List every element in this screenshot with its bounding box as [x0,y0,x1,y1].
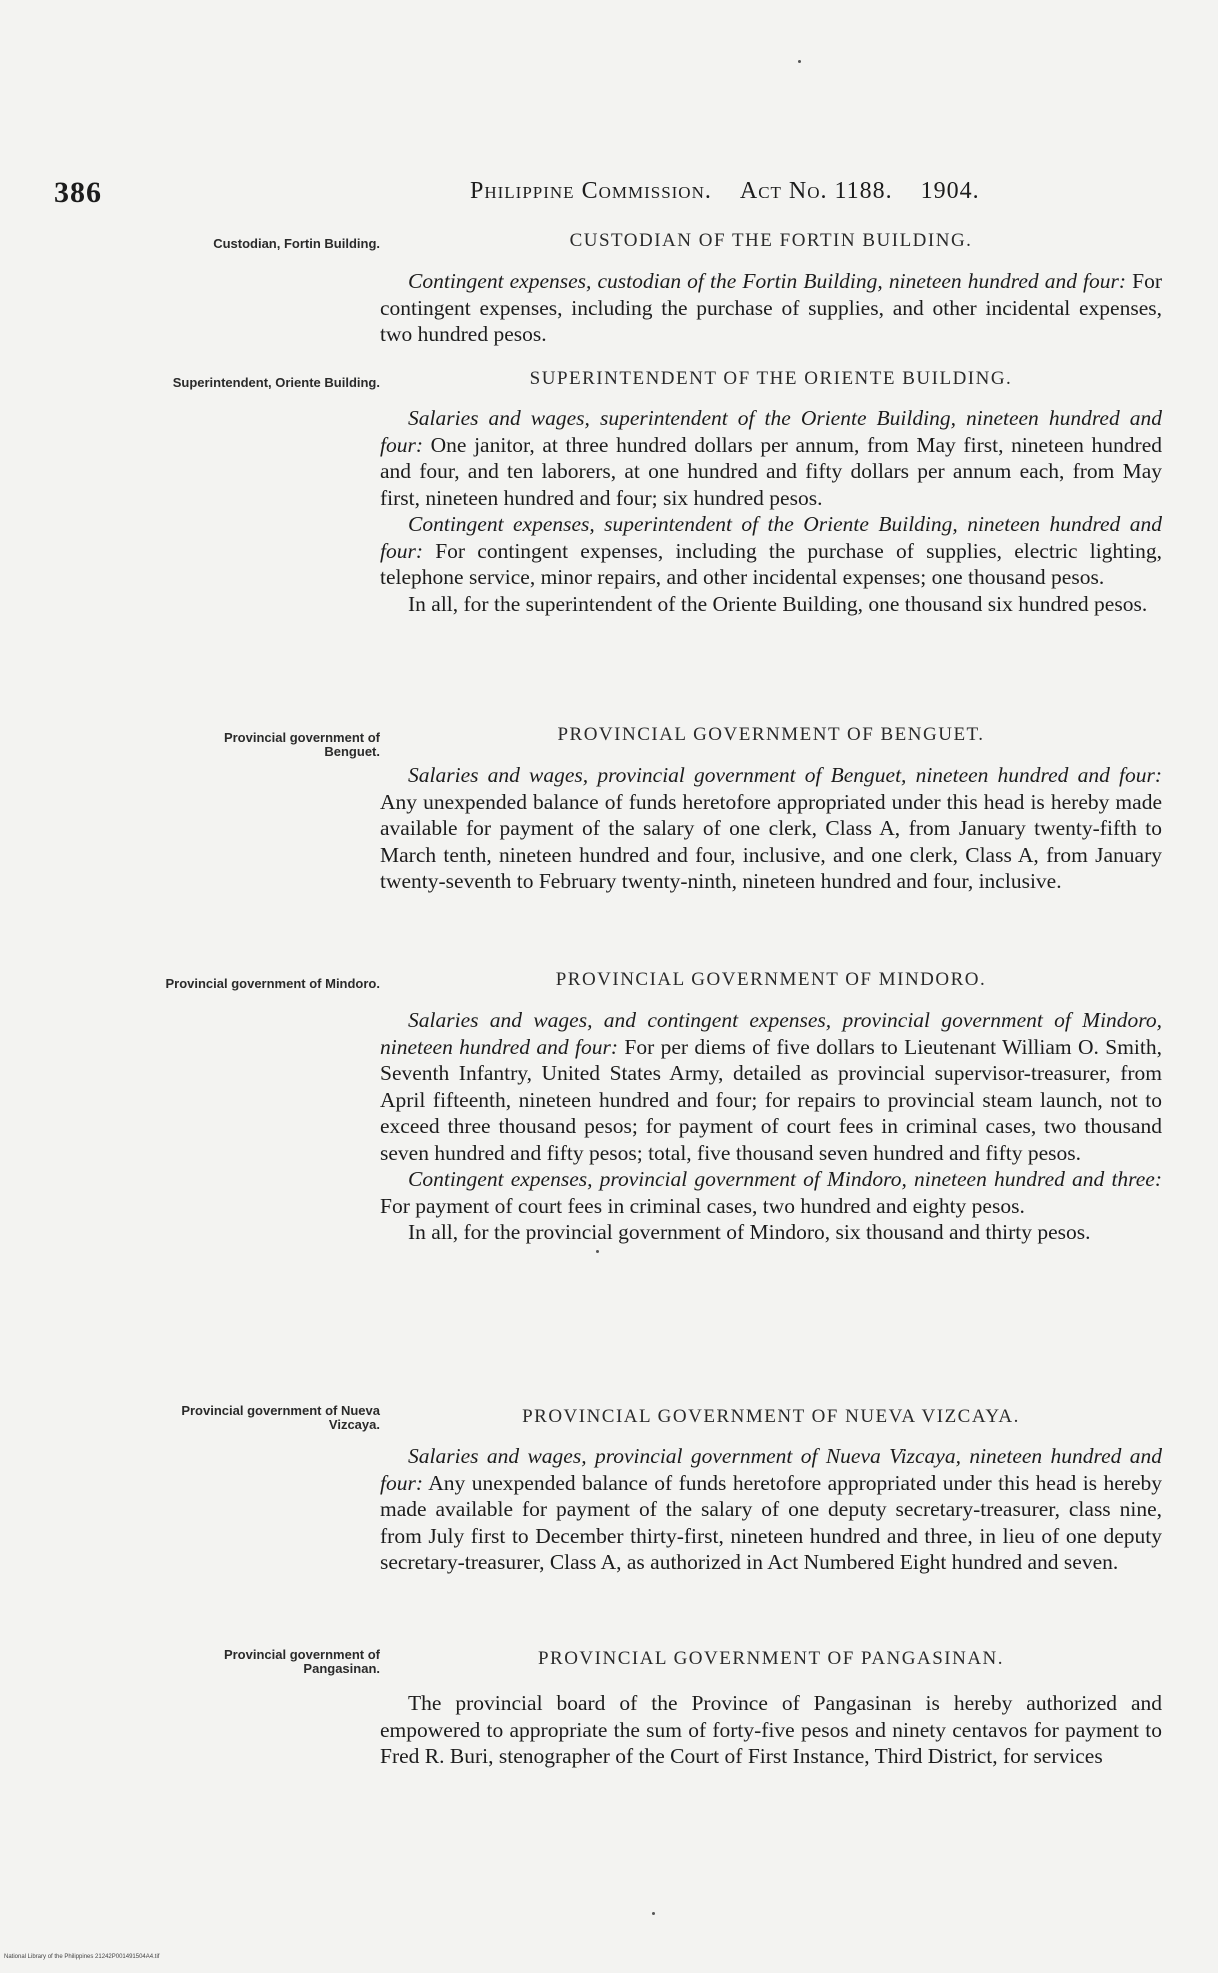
paragraph-lead: Salaries and wages, provincial government of Nueva Vizcaya, nineteen hundred and four: [380,1444,1162,1495]
margin-note: Provincial government of Nueva Vizcaya. [181,1403,380,1432]
margin-note: Custodian, Fortin Building. [213,236,380,251]
running-head [470,178,980,205]
scan-speck [652,1912,655,1915]
paragraph [380,591,1162,618]
section-body [380,1007,1162,1246]
section-heading: CUSTODIAN OF THE FORTIN BUILDING. [569,230,973,251]
margin-note: Superintendent, Oriente Building. [172,375,380,390]
paragraph-lead: Salaries and wages, superintendent of the Oriente Building, nineteen hundred and four: [380,406,1162,457]
paragraph-text: Any unexpended balance of funds heretofore appropriated under this head is hereby made available for payment of the salary of one clerk, Class A, from January twenty-fifth to March tenth, nineteen hundred and four, inclusive, and one clerk, Class A, from January twenty-seventh to February twenty-ninth, nineteen hundred and four, inclusive. [380,789,1162,893]
section-body [380,762,1162,895]
section-body [380,405,1162,617]
section-body [380,268,1162,348]
paragraph [380,1166,1162,1219]
paragraph-lead: Contingent expenses, custodian of the Fortin Building, nineteen hundred and four: [408,269,1127,293]
paragraph [380,1219,1162,1246]
running-head-year: 1904. [920,178,980,204]
paragraph-text: The provincial board of the Province of Pangasinan is hereby authorized and empowered to appropriate the sum of forty-five pesos and ninety centavos for payment to Fred R. Buri, stenographer of the Court of First Instance, Third District, for services [380,1691,1162,1768]
section-heading: PROVINCIAL GOVERNMENT OF PANGASINAN. [537,1648,1005,1669]
paragraph-lead: Salaries and wages, and contingent expenses, provincial government of Mindoro, nineteen hundred and four: [380,1008,1162,1059]
section-heading: PROVINCIAL GOVERNMENT OF BENGUET. [557,724,985,745]
paragraph-text: For contingent expenses, including the purchase of supplies, and other incidental expenses, two hundred pesos. [380,269,1162,346]
paragraph [380,1443,1162,1576]
section-heading: PROVINCIAL GOVERNMENT OF MINDORO. [555,969,987,990]
paragraph-lead: Salaries and wages, provincial government of Benguet, nineteen hundred and four: [408,763,1162,787]
running-head-title: Philippine Commission. [470,178,712,204]
section-body [380,1443,1162,1576]
paragraph-text: For payment of court fees in criminal cases, two hundred and eighty pesos. [380,1193,1025,1218]
paragraph-text: One janitor, at three hundred dollars per annum, from May first, nineteen hundred and four, and ten laborers, at one hundred and fifty dollars per annum each, from May first, nineteen hundred and four; six hundred pesos. [380,432,1162,510]
section-heading: SUPERINTENDENT OF THE ORIENTE BUILDING. [529,368,1013,389]
paragraph [380,405,1162,511]
paragraph-text: Any unexpended balance of funds heretofore appropriated under this head is hereby made available for payment of the salary of one deputy secretary-treasurer, class nine, from July first to December thirty-first, nineteen hundred and three, in lieu of one deputy secretary-treasurer, Class A, as authorized in Act Numbered Eight hundred and seven. [380,1470,1162,1574]
paragraph [380,268,1162,348]
paragraph-text: In all, for the provincial government of Mindoro, six thousand and thirty pesos. [408,1220,1091,1244]
paragraph [380,1690,1162,1770]
paragraph-text: For contingent expenses, including the purchase of supplies, electric lighting, telephone service, minor repairs, and other incidental expenses; one thousand pesos. [380,538,1162,589]
margin-note: Provincial government of Mindoro. [165,976,380,991]
scan-speck [798,60,801,63]
scan-speck [596,1250,599,1253]
paragraph-text: In all, for the superintendent of the Oriente Building, one thousand six hundred pesos. [408,591,1148,616]
paragraph-lead: Contingent expenses, provincial government of Mindoro, nineteen hundred and three: [408,1167,1162,1191]
section-body [380,1690,1162,1770]
paragraph-lead: Contingent expenses, superintendent of the Oriente Building, nineteen hundred and four: [380,512,1162,563]
page-number: 386 [54,176,102,209]
paragraph [380,1007,1162,1166]
margin-note: Provincial government of Benguet. [223,730,380,759]
paragraph [380,762,1162,895]
paragraph-text: For per diems of five dollars to Lieutenant William O. Smith, Seventh Infantry, United States Army, detailed as provincial supervisor-treasurer, from April fifteenth, nineteen hundred and four; for repairs to provincial steam launch, not to exceed three thousand pesos; for payment of court fees in criminal cases, two thousand seven hundred and fifty pesos; total, five thousand seven hundred and fifty pesos. [380,1034,1162,1165]
scan-credit: National Library of the Philippines 21242P001491504A4.tif [4,1954,160,1960]
section-heading: PROVINCIAL GOVERNMENT OF NUEVA VIZCAYA. [522,1406,1020,1427]
paragraph [380,511,1162,591]
running-head-act: Act No. 1188. [739,178,893,204]
margin-note: Provincial government of Pangasinan. [223,1647,380,1676]
